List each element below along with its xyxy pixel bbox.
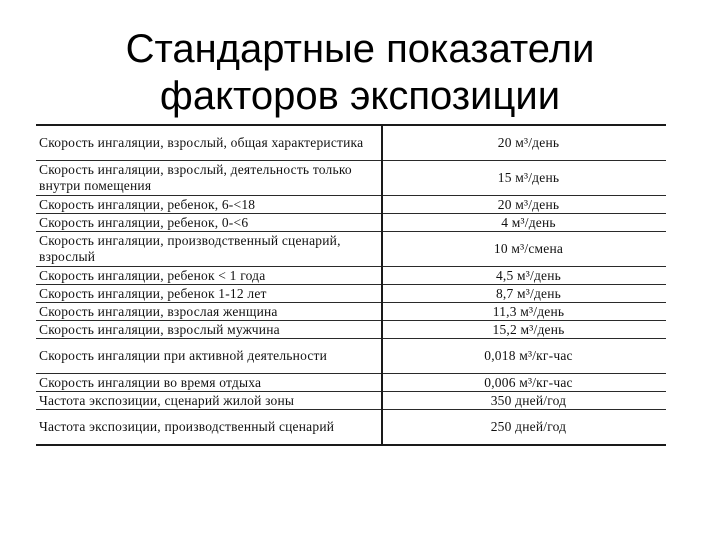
table-row xyxy=(36,161,666,196)
parameter-cell: Скорость ингаляции при активной деятельности xyxy=(36,339,382,374)
parameter-cell: Скорость ингаляции во время отдыха xyxy=(36,374,382,392)
exposure-factors-table xyxy=(36,124,666,446)
table-row xyxy=(36,267,666,285)
value-cell: 4,5 м³/день xyxy=(382,267,666,285)
value-cell: 10 м³/смена xyxy=(382,232,666,267)
parameter-cell: Скорость ингаляции, взрослый мужчина xyxy=(36,321,382,339)
slide-title-line-1: Стандартные показатели xyxy=(125,27,595,71)
exposure-factors-grid xyxy=(36,126,666,444)
parameter-cell: Скорость ингаляции, производственный сценарий, взрослый xyxy=(36,232,382,267)
parameter-cell: Скорость ингаляции, ребенок, 6-<18 xyxy=(36,196,382,214)
parameter-cell: Скорость ингаляции, ребенок, 0-<6 xyxy=(36,214,382,232)
parameter-cell: Скорость ингаляции, взрослый, общая характеристика xyxy=(36,126,382,161)
table-row xyxy=(36,339,666,374)
table-row xyxy=(36,196,666,214)
table-row xyxy=(36,285,666,303)
value-cell: 11,3 м³/день xyxy=(382,303,666,321)
parameter-cell: Скорость ингаляции, взрослый, деятельность только внутри помещения xyxy=(36,161,382,196)
table-row xyxy=(36,214,666,232)
table-row xyxy=(36,321,666,339)
parameter-cell: Скорость ингаляции, ребенок 1-12 лет xyxy=(36,285,382,303)
slide-title xyxy=(60,26,660,120)
table-row xyxy=(36,303,666,321)
value-cell: 350 дней/год xyxy=(382,392,666,410)
table-row xyxy=(36,392,666,410)
parameter-cell: Частота экспозиции, сценарий жилой зоны xyxy=(36,392,382,410)
parameter-cell: Скорость ингаляции, ребенок < 1 года xyxy=(36,267,382,285)
value-cell: 4 м³/день xyxy=(382,214,666,232)
value-cell: 0,006 м³/кг-час xyxy=(382,374,666,392)
parameter-cell: Частота экспозиции, производственный сценарий xyxy=(36,410,382,445)
table-row xyxy=(36,374,666,392)
table-row xyxy=(36,410,666,445)
value-cell: 20 м³/день xyxy=(382,196,666,214)
slide-title-line-2: факторов экспозиции xyxy=(159,74,561,118)
value-cell: 8,7 м³/день xyxy=(382,285,666,303)
value-cell: 0,018 м³/кг-час xyxy=(382,339,666,374)
table-row xyxy=(36,126,666,161)
value-cell: 15,2 м³/день xyxy=(382,321,666,339)
parameter-cell: Скорость ингаляции, взрослая женщина xyxy=(36,303,382,321)
value-cell: 250 дней/год xyxy=(490,419,567,434)
table-row xyxy=(36,232,666,267)
table-body xyxy=(36,126,666,444)
value-cell: 15 м³/день xyxy=(382,161,666,196)
value-cell: 20 м³/день xyxy=(382,126,666,161)
